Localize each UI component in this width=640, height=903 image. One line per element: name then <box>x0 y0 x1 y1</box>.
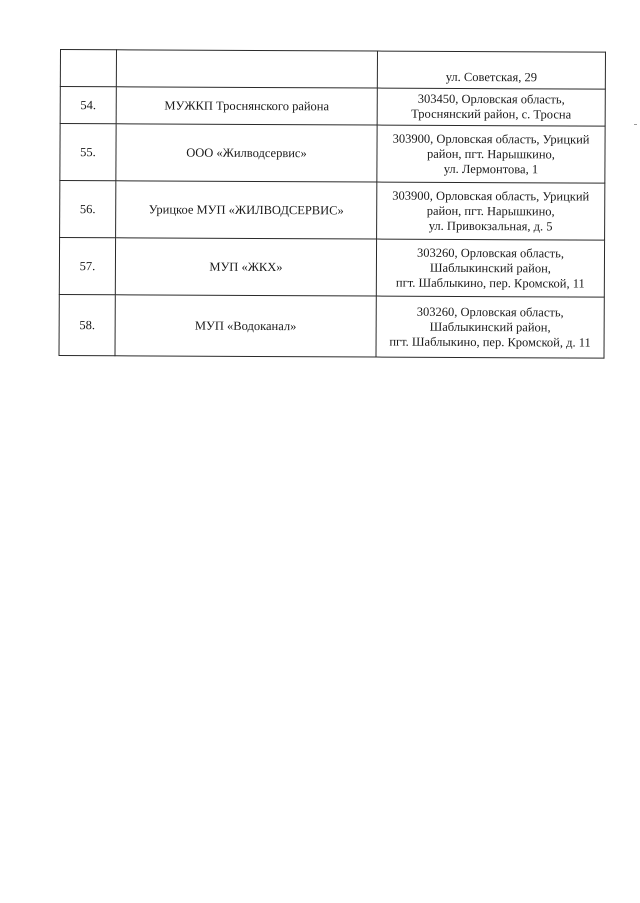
organization-cell <box>116 50 377 88</box>
row-number-cell: 55. <box>60 124 116 181</box>
organization-cell: МУЖКП Троснянского района <box>116 87 377 125</box>
organization-cell: ООО «Жилводсервис» <box>116 124 377 182</box>
address-line: ул. Советская, 29 <box>445 69 538 85</box>
address-cell <box>377 125 605 183</box>
address-cell <box>376 239 604 297</box>
address-cell <box>377 51 605 89</box>
organization-cell: МУП «Водоканал» <box>115 295 376 357</box>
scan-edge-mark <box>634 124 637 125</box>
address-line: 303260, Орловская область, <box>416 245 565 260</box>
address-line: ул. Привокзальная, д. 5 <box>428 218 553 233</box>
address-line: 303900, Орловская область, Урицкий <box>392 188 590 204</box>
address-line: Троснянский район, с. Тросна <box>411 106 572 122</box>
address-line: 303260, Орловская область, <box>416 304 564 319</box>
organization-cell: Урицкое МУП «ЖИЛВОДСЕРВИС» <box>116 181 377 239</box>
row-number-cell: 58. <box>59 294 115 355</box>
address-cell <box>376 296 604 358</box>
table-row <box>60 181 605 241</box>
address-line: пгт. Шаблыкино, пер. Кромской, 11 <box>395 275 585 291</box>
table-row <box>60 50 605 90</box>
address-line: Шаблыкинский район, <box>429 319 551 334</box>
address-line: 303450, Орловская область, <box>417 91 565 107</box>
table-row <box>59 294 604 358</box>
address-line: Шаблыкинский район, <box>429 260 551 275</box>
address-line: пгт. Шаблыкино, пер. Кромской, д. 11 <box>389 334 591 350</box>
address-cell <box>377 88 605 126</box>
address-line: район, пгт. Нарышкино, <box>426 146 555 161</box>
address-line: ул. Лермонтова, 1 <box>443 161 539 176</box>
organizations-table <box>58 49 605 359</box>
row-number-cell: 57. <box>59 238 115 295</box>
address-line: 303900, Орловская область, Урицкий <box>392 131 590 147</box>
row-number-cell: 56. <box>60 181 116 238</box>
table-row <box>59 238 604 298</box>
address-line: район, пгт. Нарышкино, <box>426 203 555 218</box>
row-number-cell: 54. <box>60 87 116 124</box>
address-cell <box>377 182 605 240</box>
row-number-cell <box>60 50 116 87</box>
table-row <box>60 87 605 127</box>
organization-cell: МУП «ЖКХ» <box>115 238 376 296</box>
table-row <box>60 124 605 184</box>
